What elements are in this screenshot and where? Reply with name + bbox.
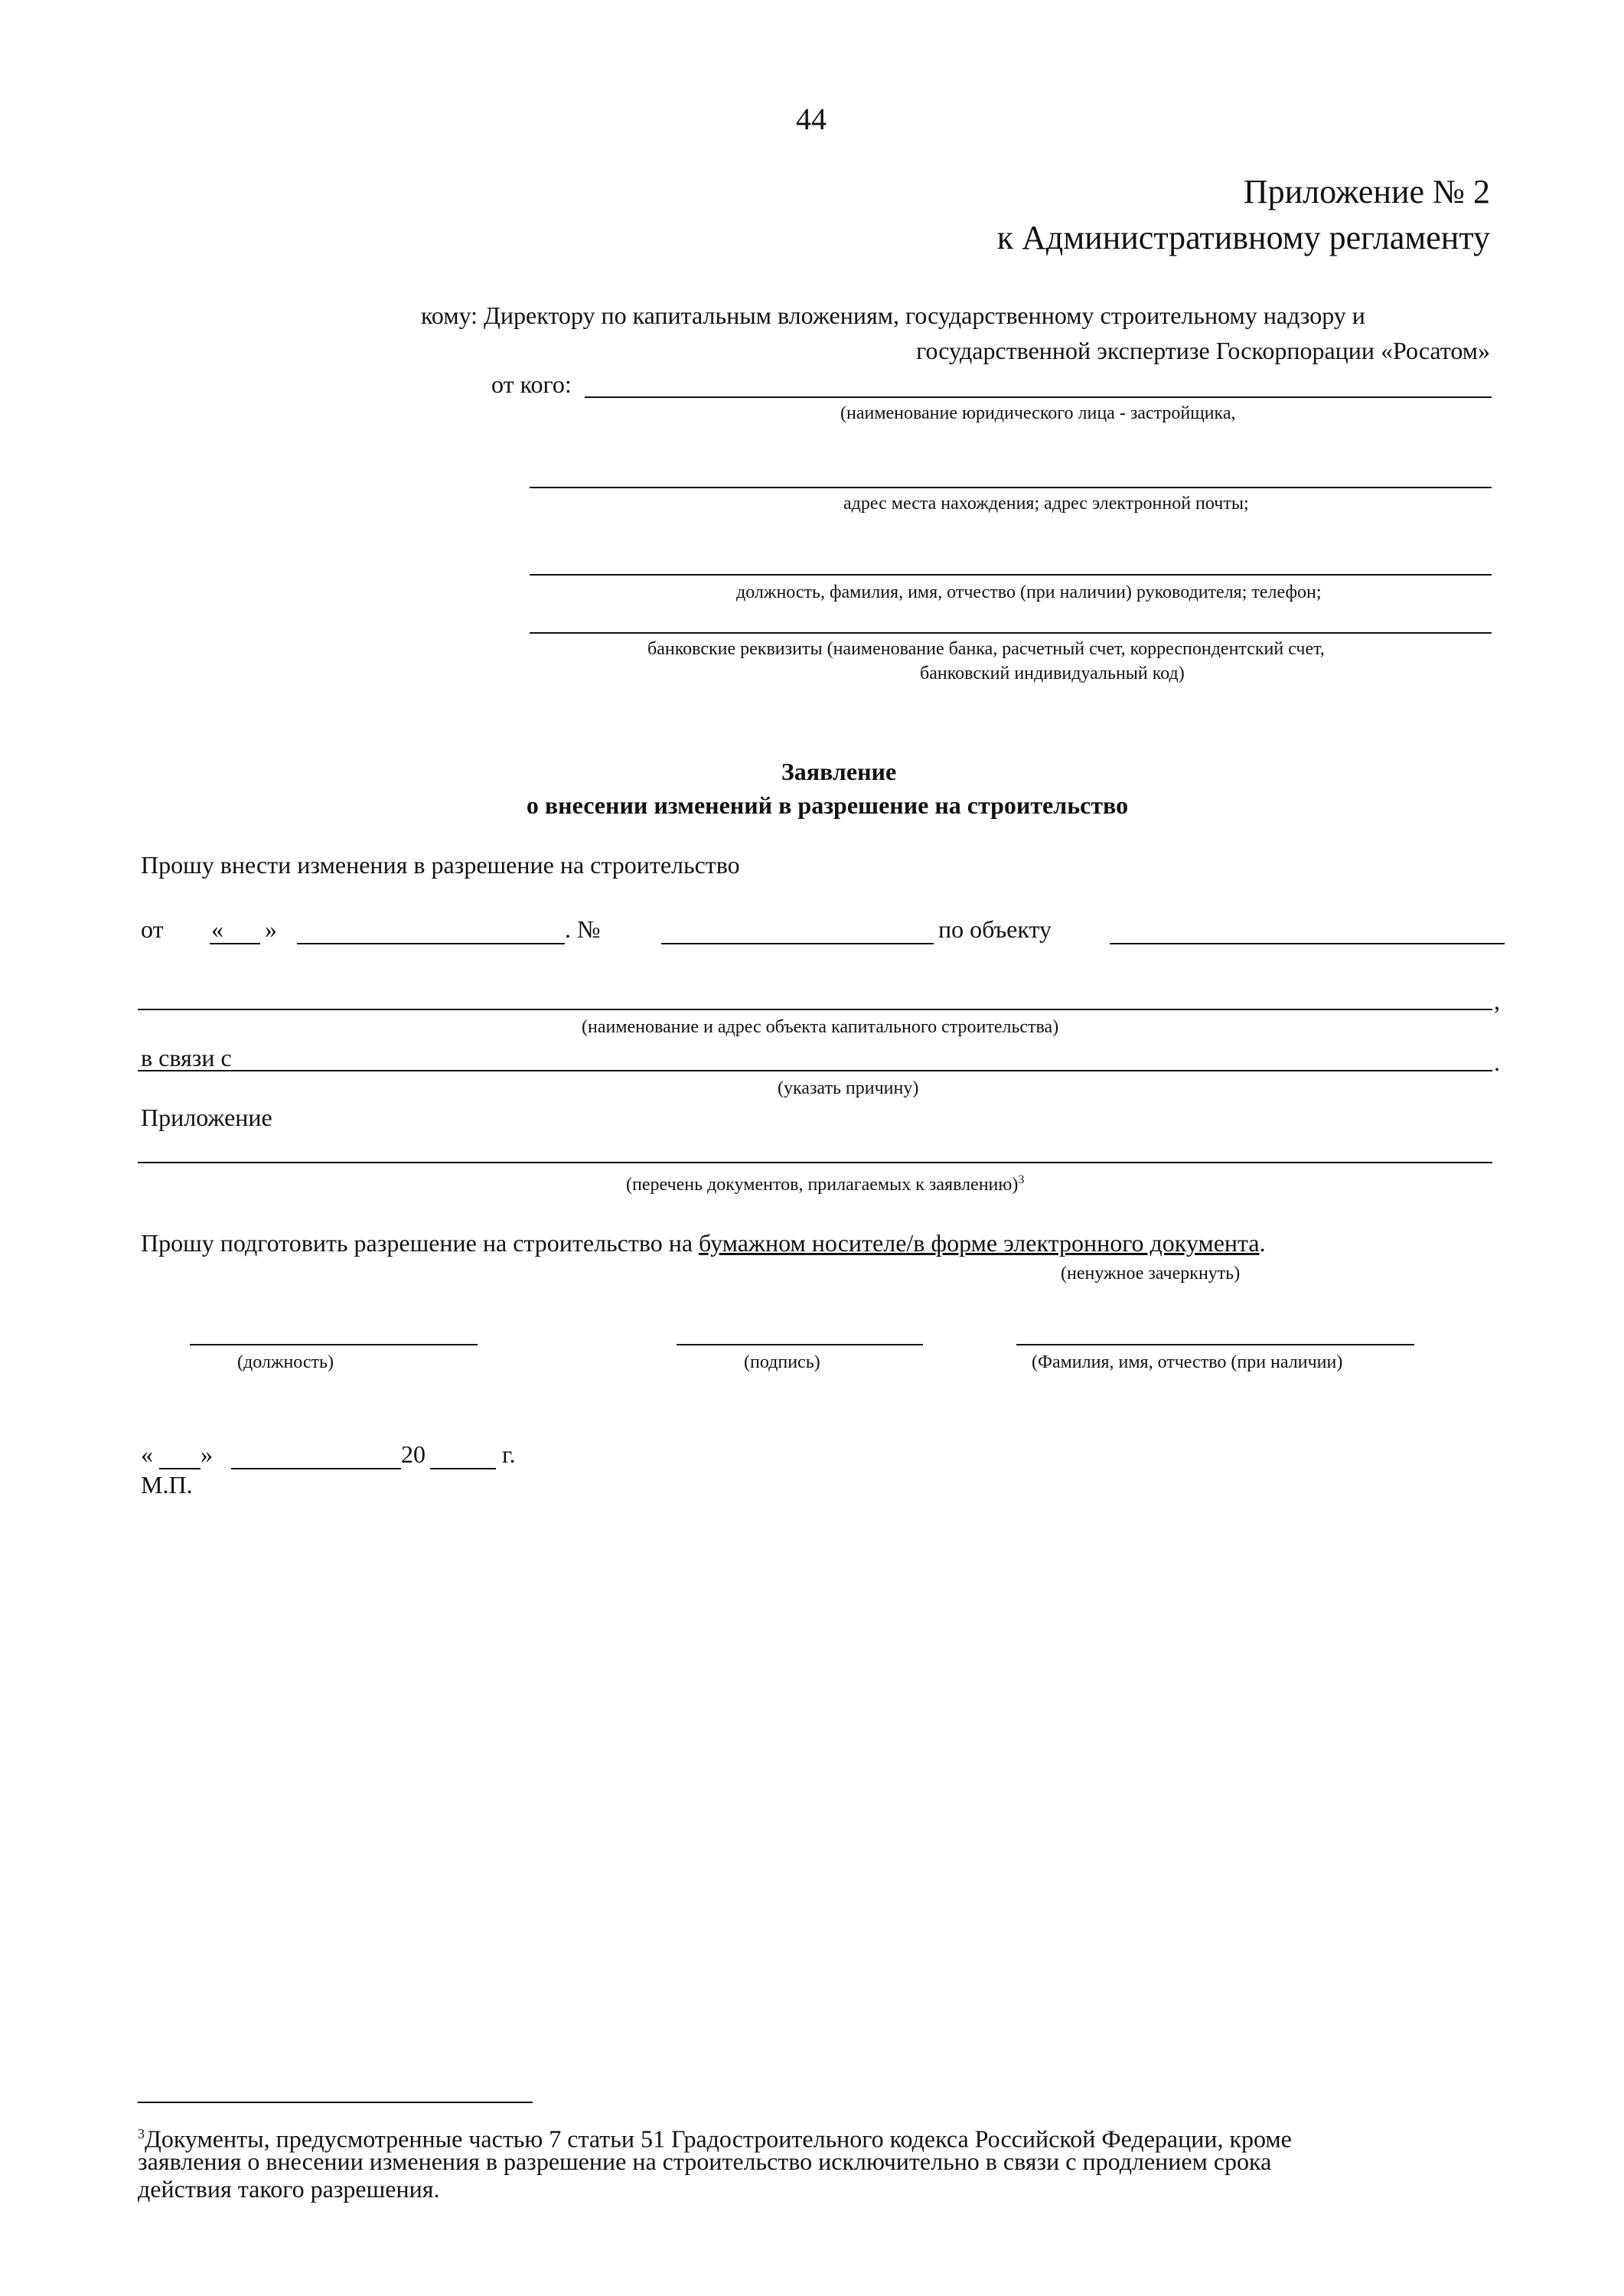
director-info-line[interactable] [530,574,1492,576]
position-caption: (должность) [237,1352,334,1372]
footnote-line-3: действия такого разрешения. [138,2175,440,2203]
request-text: Прошу внести изменения в разрешение на строительство [141,851,740,879]
applicant-name-caption: (наименование юридического лица - застройщика, [840,403,1236,423]
from-label: от кого: [491,370,572,398]
footnote-line-1: $^3$Документы, предусмотренные частью 7 статьи 51 Градостроительного кодекса Российской Федерации, кроме [138,2125,1292,2153]
date-year-suffix: г. [502,1440,516,1468]
number-sign: . № [565,915,601,943]
full-name-caption: (Фамилия, имя, отчество (при наличии) [1032,1352,1343,1372]
permit-number-line[interactable] [661,943,934,944]
attachment-line[interactable] [138,1162,1492,1163]
applicant-address-line[interactable] [530,487,1492,488]
bank-details-caption-1: банковские реквизиты (наименование банка, расчетный счет, корреспондентский счет, [647,639,1325,659]
reason-line[interactable] [138,1070,1492,1071]
object-line-2[interactable] [138,1009,1492,1010]
applicant-address-caption: адрес места нахождения; адрес электронной почты; [843,494,1249,514]
applicant-name-line[interactable] [585,396,1492,398]
appendix-subtitle: к Административному регламенту [996,219,1490,256]
footnote-line-2: заявления о внесении изменения в разрешение на строительство исключительно в связи с продлением срока [138,2148,1272,2175]
object-line-comma: , [1494,987,1500,1015]
statement-heading: Заявление [781,758,897,785]
statement-subject: о внесении изменений в разрешение на строительство [526,791,1129,819]
prepare-permit-text: Прошу подготовить разрешение на строительство на бумажном носителе/в форме электронного документа. [141,1229,1266,1257]
permit-day-line[interactable] [210,943,260,944]
stamp-label: М.П. [141,1471,193,1499]
addressee-to-line1: кому: Директору по капитальным вложениям, государственному строительному надзору и [421,302,1365,329]
attachment-footnote-mark: 3 [1018,1173,1025,1186]
object-caption: (наименование и адрес объекта капитального строительства) [582,1017,1059,1037]
date-month-line[interactable] [231,1468,401,1469]
date-century: 20 [401,1440,426,1468]
signature-caption: (подпись) [744,1352,820,1372]
footnote-mark: 3 [138,2126,145,2141]
appendix-title: Приложение № 2 [1243,173,1490,210]
date-quote-close: » [201,1440,213,1468]
permit-month-year-line[interactable] [297,943,565,944]
date-day-line[interactable] [159,1468,201,1469]
attachment-label: Приложение [141,1104,272,1131]
bank-details-line[interactable] [530,632,1492,634]
quote-close: » [265,915,277,943]
attachment-caption: (перечень документов, прилагаемых к заявлению)$^3$ [626,1173,1025,1195]
reason-label: в связи с [141,1044,232,1071]
strike-caption: (ненужное зачеркнуть) [1061,1264,1241,1283]
addressee-to-line2: государственной экспертизе Госкорпорации «Росатом» [916,337,1490,364]
reason-period: . [1494,1049,1500,1076]
object-label: по объекту [938,915,1052,943]
from-word: от [141,915,164,943]
footnote-separator [138,2102,533,2103]
position-line[interactable] [190,1344,478,1345]
quote-open: « [211,915,223,943]
director-info-caption: должность, фамилия, имя, отчество (при наличии) руководителя; телефон; [736,582,1322,602]
full-name-line[interactable] [1016,1344,1414,1345]
date-year-line[interactable] [430,1468,496,1469]
date-quote-open: « [141,1440,153,1468]
permit-format-options[interactable]: бумажном носителе/в форме электронного документа [699,1229,1260,1257]
bank-details-caption-2: банковский индивидуальный код) [920,664,1185,683]
reason-caption: (указать причину) [778,1078,919,1098]
signature-line[interactable] [677,1344,923,1345]
page-number: 44 [796,102,827,136]
object-line-1[interactable] [1110,943,1505,944]
